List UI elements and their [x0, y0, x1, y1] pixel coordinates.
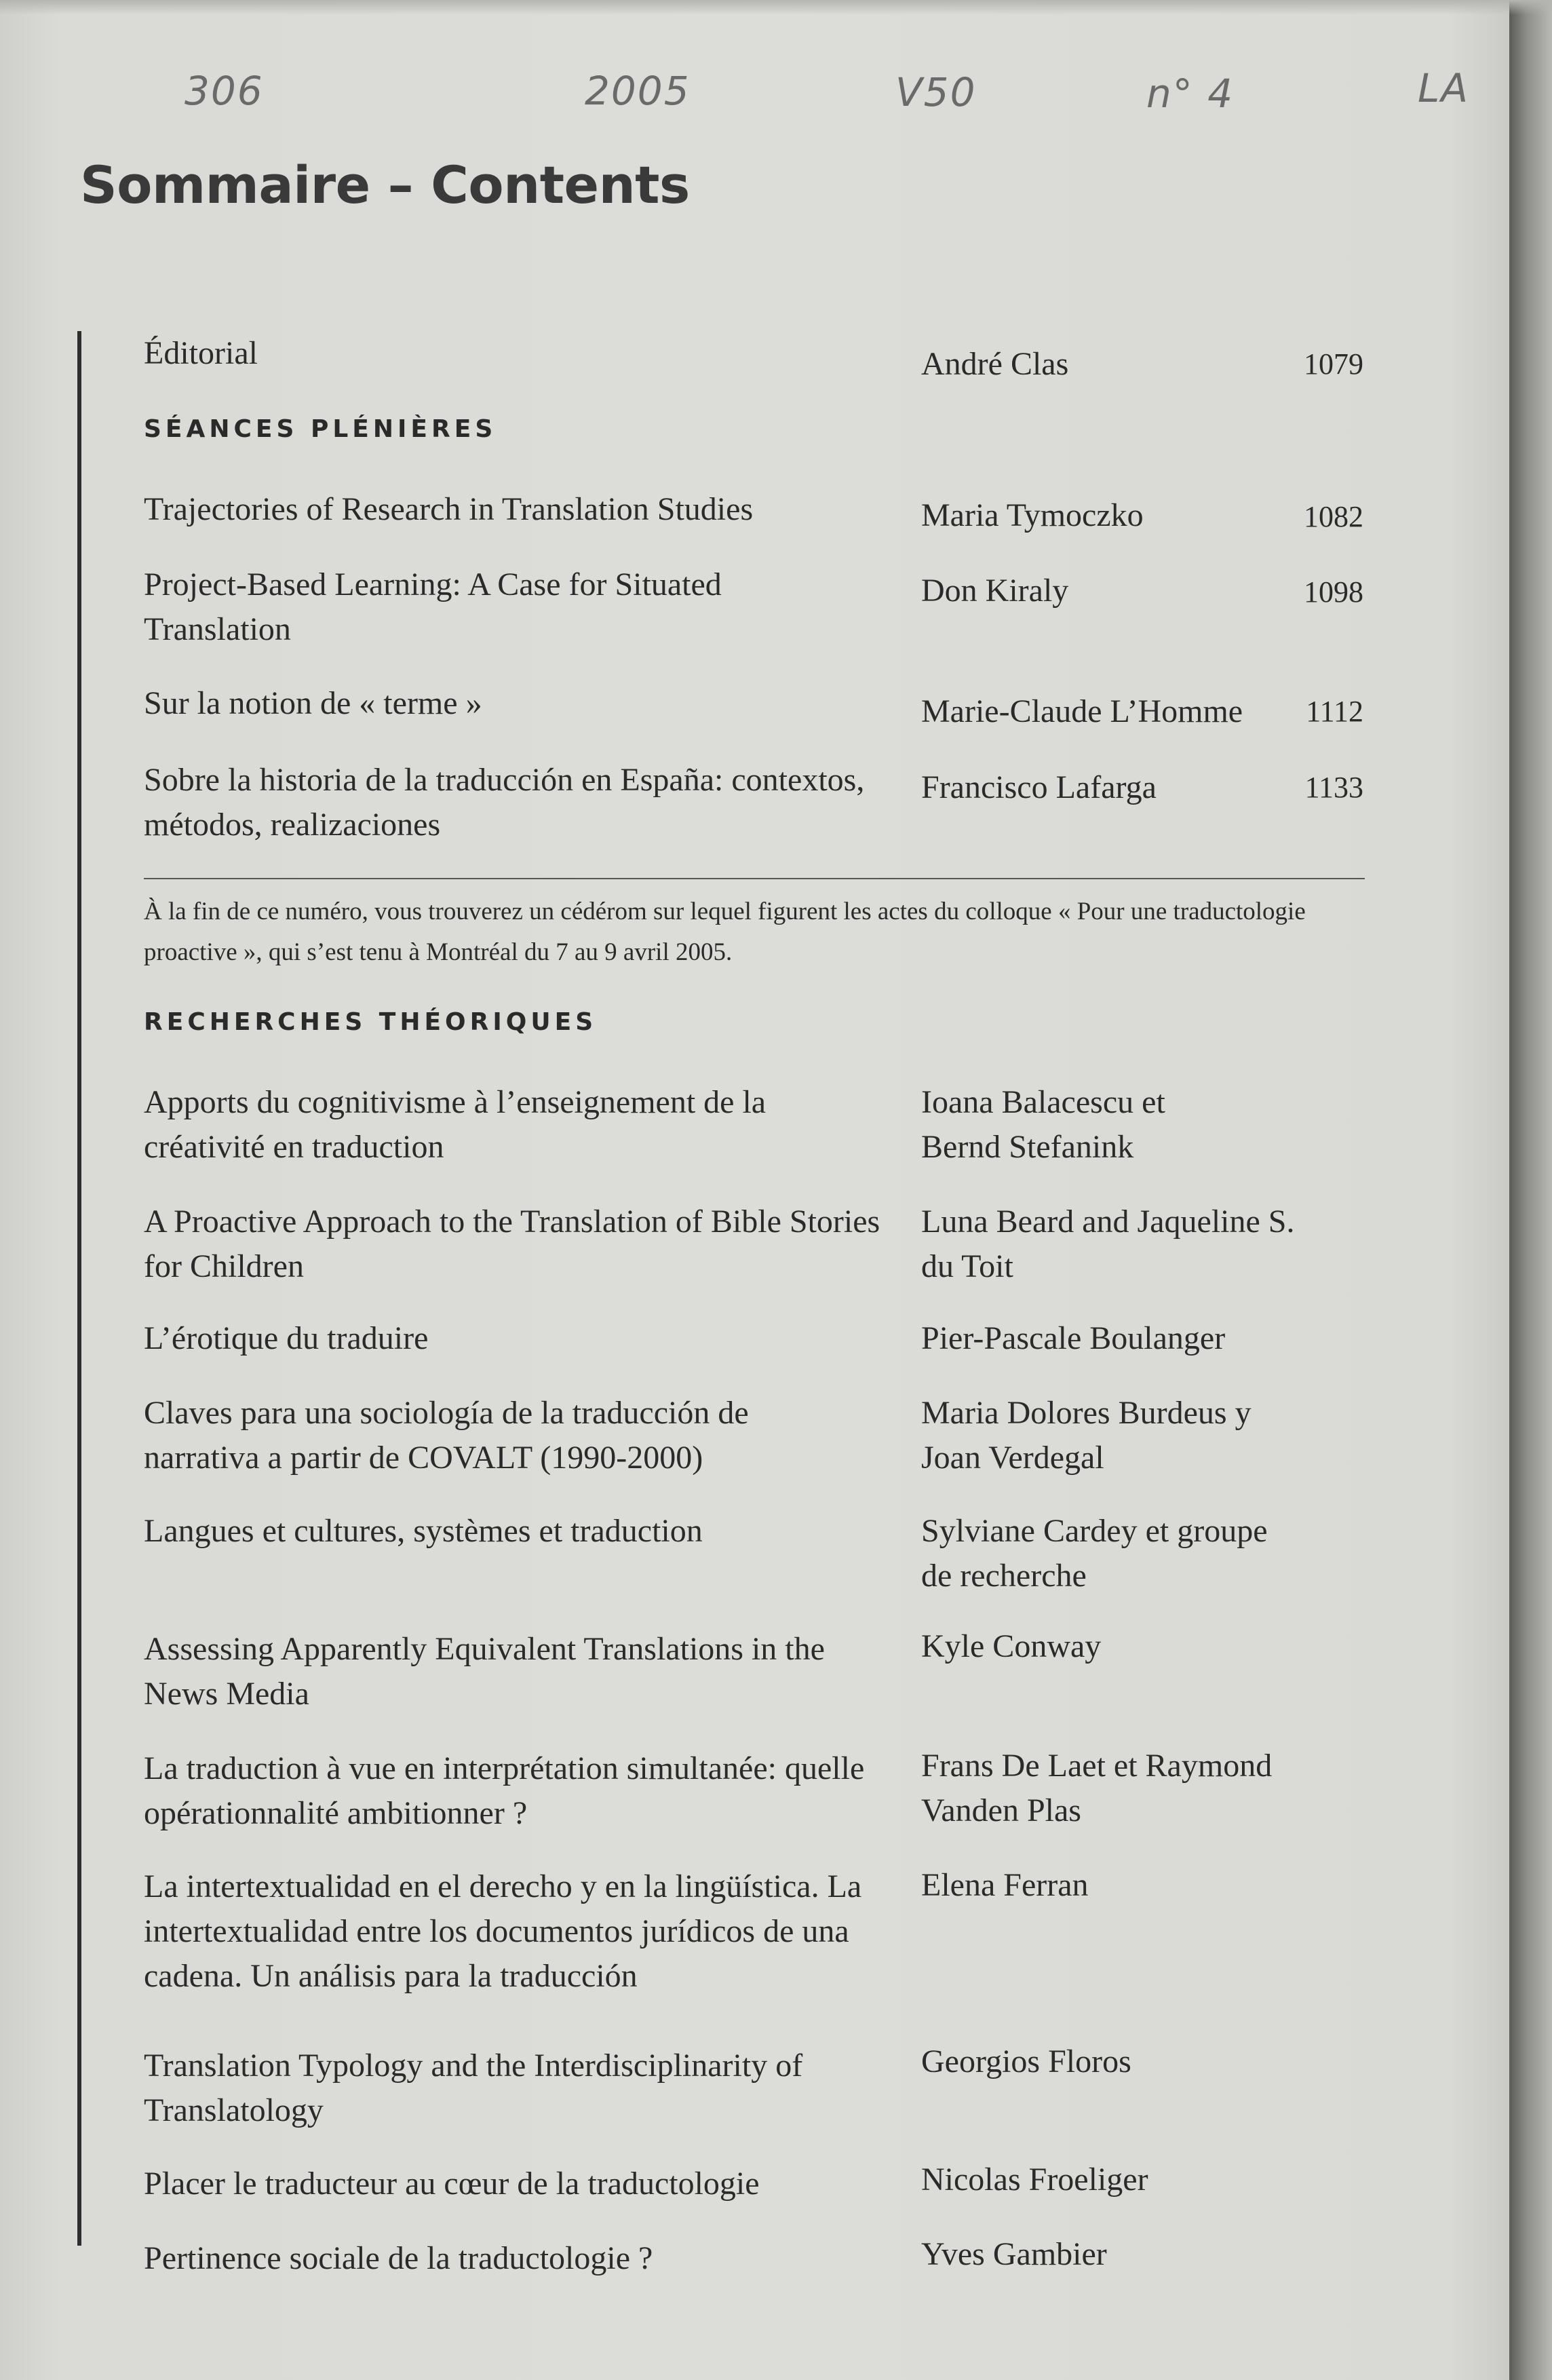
entry-title: Claves para una sociología de la traducción de narrativa a partir de COVALT (1990-2000) [144, 1395, 749, 1476]
entry-author: Luna Beard and Jaqueline S. du Toit [921, 1204, 1295, 1284]
entry-title: La traduction à vue en interprétation simultanée: quelle opérationnalité ambitionner ? [144, 1750, 865, 1831]
entry-title: L’érotique du traduire [144, 1320, 429, 1356]
entry-title: Project-Based Learning: A Case for Situated Translation [144, 567, 722, 647]
entry-author: Kyle Conway [921, 1628, 1102, 1664]
entry-title: Sur la notion de « terme » [144, 685, 482, 721]
handwritten-note-1: 306 [185, 68, 264, 114]
entry-title: Translation Typology and the Interdisciplinarity of Translatology [144, 2048, 803, 2128]
entry-author: Sylviane Cardey et groupe de recherche [921, 1513, 1268, 1594]
entry-author: Maria Dolores Burdeus y Joan Verdegal [921, 1395, 1252, 1476]
editorial-author: André Clas [921, 346, 1069, 382]
entry-author: Pier-Pascale Boulanger [921, 1320, 1226, 1356]
entry-title: Placer le traducteur au cœur de la traductologie [144, 2166, 760, 2202]
entry-author: Francisco Lafarga [921, 769, 1157, 805]
handwritten-note-2: 2005 [585, 68, 691, 114]
entry-author: Elena Ferran [921, 1867, 1089, 1903]
entry-author: Yves Gambier [921, 2236, 1107, 2272]
entry-title: Assessing Apparently Equivalent Translations in the News Media [144, 1631, 825, 1712]
entry-author: Marie-Claude L’Homme [921, 693, 1243, 729]
entry-page: 1112 [1306, 695, 1363, 728]
section-heading-plenieres: SÉANCES PLÉNIÈRES [144, 415, 497, 443]
entry-title: Sobre la historia de la traducción en España: contextos, métodos, realizaciones [144, 762, 865, 843]
entry-title: Pertinence sociale de la traductologie ? [144, 2240, 653, 2276]
handwritten-note-5: LA [1418, 65, 1469, 111]
entry-author: Don Kiraly [921, 573, 1069, 609]
entry-author: Ioana Balacescu et Bernd Stefanink [921, 1084, 1165, 1165]
top-shadow [0, 0, 1552, 15]
entry-title: Apports du cognitivisme à l’enseignement de la créativité en traduction [144, 1084, 767, 1165]
entry-page: 1082 [1304, 500, 1363, 533]
entry-page: 1133 [1304, 771, 1363, 804]
entry-author: Georgios Floros [921, 2043, 1131, 2079]
entry-title: A Proactive Approach to the Translation of Bible Stories for Children [144, 1204, 880, 1284]
page-title: Sommaire – Contents [80, 155, 690, 215]
entry-title: Langues et cultures, systèmes et traduction [144, 1513, 703, 1549]
handwritten-note-4: n° 4 [1146, 71, 1235, 117]
section-heading-theoriques: RECHERCHES THÉORIQUES [144, 1008, 598, 1036]
divider [144, 878, 1365, 879]
page-edge-shadow [1509, 0, 1552, 2380]
entry-author: Frans De Laet et Raymond Vanden Plas [921, 1748, 1273, 1828]
entry-page: 1098 [1304, 575, 1363, 609]
cdrom-note: À la fin de ce numéro, vous trouverez un cédérom sur lequel figurent les actes du colloque « Pour une traductologie proactive », qui s’est tenu à Montréal du 7 au 9 avril 2005. [144, 898, 1306, 966]
entry-title: La intertextualidad en el derecho y en la lingüística. La intertextualidad entre los documentos jurídicos de una cadena. Un análisis para la traducción [144, 1868, 862, 1994]
editorial-title: Éditorial [144, 335, 258, 371]
entry-author: Maria Tymoczko [921, 497, 1144, 533]
margin-rule [77, 331, 81, 2246]
entry-author: Nicolas Froeliger [921, 2162, 1148, 2197]
editorial-page: 1079 [1304, 347, 1363, 381]
handwritten-note-3: V50 [895, 69, 977, 115]
entry-title: Trajectories of Research in Translation Studies [144, 491, 754, 527]
